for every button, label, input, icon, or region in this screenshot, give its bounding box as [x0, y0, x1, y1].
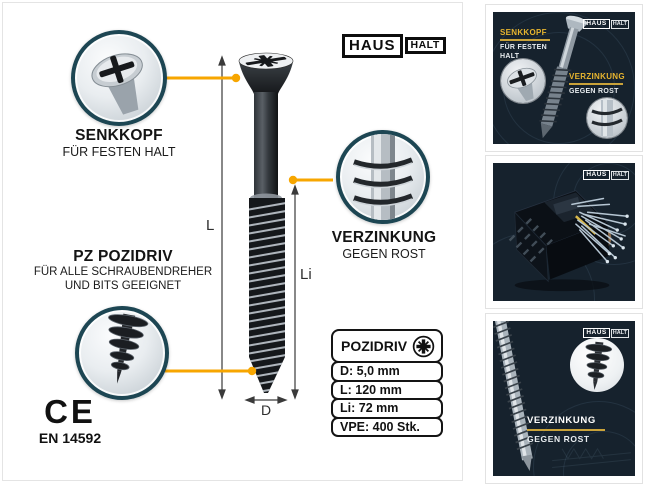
- thumbnail-1-head-circle: [501, 59, 545, 103]
- certification-block: [29, 395, 111, 446]
- verzinkung-detail-circle: [336, 130, 430, 224]
- thumbnail-1-senkkopf-label: [500, 28, 550, 61]
- pozidriv-star-icon: [412, 335, 435, 358]
- pz-subtitle-2: UND BITS GEEIGNET: [64, 279, 182, 292]
- screw-head-closeup-icon: [75, 34, 163, 122]
- spec-table: [331, 329, 443, 437]
- spec-row-length: L: 120 mm: [331, 380, 443, 401]
- ce-standard: EN 14592: [38, 430, 102, 446]
- screw-illustration: [239, 52, 293, 394]
- main-product-image[interactable]: [2, 2, 463, 481]
- gold-underline: [500, 39, 550, 41]
- thumb-logo-primary: HAUS: [583, 19, 609, 29]
- thumbnail-1-brand-logo: [583, 19, 629, 29]
- thumb-label-title: SENKKOPF: [500, 28, 547, 37]
- verzinkung-title: VERZINKUNG: [331, 229, 437, 246]
- screw-tip-closeup-icon: [79, 310, 165, 396]
- thumbnail-2-box-art: [493, 163, 635, 301]
- brand-logo-primary: HAUS: [342, 34, 403, 58]
- thumb-label-title: VERZINKUNG: [527, 415, 596, 426]
- senkkopf-subtitle: FÜR FESTEN HALT: [62, 145, 176, 159]
- gallery-thumbnail-1[interactable]: [485, 4, 643, 152]
- senkkopf-title: SENKKOPF: [75, 127, 163, 144]
- screw-thread-closeup-icon: [340, 134, 426, 220]
- thumb-logo-secondary: HALT: [612, 21, 627, 27]
- spec-table-title: POZIDRIV: [341, 338, 408, 354]
- pz-tip-detail-circle: [75, 306, 169, 400]
- thumb-logo-secondary: HALT: [612, 330, 627, 336]
- thumbnail-2-image: [493, 163, 635, 301]
- thumb-logo-primary: HAUS: [583, 328, 609, 338]
- callout-connector-lines: [163, 74, 333, 375]
- thumb-label-line: FÜR FESTEN: [500, 44, 547, 51]
- thumbnail-1-verzinkung-label: [569, 72, 625, 96]
- spec-row-thread-length: Li: 72 mm: [331, 398, 443, 419]
- thumbnail-1-thread-circle: [587, 98, 627, 138]
- thumbnail-3-tip-circle: [570, 338, 624, 392]
- dimension-label-l: L: [206, 217, 215, 234]
- gold-underline: [569, 83, 623, 85]
- verzinkung-callout: [296, 229, 472, 262]
- pz-title: PZ POZIDRIV: [73, 248, 173, 265]
- thumb-label-title: VERZINKUNG: [569, 72, 625, 81]
- thumb-logo-primary: HAUS: [583, 170, 609, 180]
- thumbnail-2-brand-logo: [583, 170, 629, 180]
- dimension-label-li: Li: [300, 266, 312, 283]
- thumb-label-line: HALT: [500, 53, 520, 60]
- thumbnail-3-brand-logo: [583, 328, 629, 338]
- gallery-thumbnail-3[interactable]: [485, 313, 643, 484]
- senkkopf-detail-circle: [71, 30, 167, 126]
- brand-logo-secondary: HALT: [405, 37, 446, 54]
- thumb-label-line: GEGEN ROST: [527, 434, 590, 444]
- thumbnail-3-verzinkung-label: [527, 415, 605, 444]
- thumb-label-line: GEGEN ROST: [569, 88, 619, 95]
- thumbnail-3-image: [493, 321, 635, 476]
- spec-row-pack-quantity: VPE: 400 Stk.: [331, 417, 443, 438]
- pz-callout: [9, 248, 237, 293]
- gold-underline: [527, 429, 605, 431]
- verzinkung-subtitle: GEGEN ROST: [342, 247, 426, 261]
- brand-logo: [342, 34, 446, 58]
- dimension-label-d: D: [261, 402, 272, 418]
- ce-mark: CE: [44, 393, 96, 430]
- thumbnail-1-image: [493, 12, 635, 144]
- spec-row-diameter: D: 5,0 mm: [331, 361, 443, 382]
- pz-subtitle-1: FÜR ALLE SCHRAUBENDREHER: [33, 266, 213, 278]
- thumb-logo-secondary: HALT: [612, 172, 627, 178]
- gallery-thumbnail-2[interactable]: [485, 155, 643, 309]
- spec-table-header: [331, 329, 443, 363]
- senkkopf-callout: [29, 127, 209, 160]
